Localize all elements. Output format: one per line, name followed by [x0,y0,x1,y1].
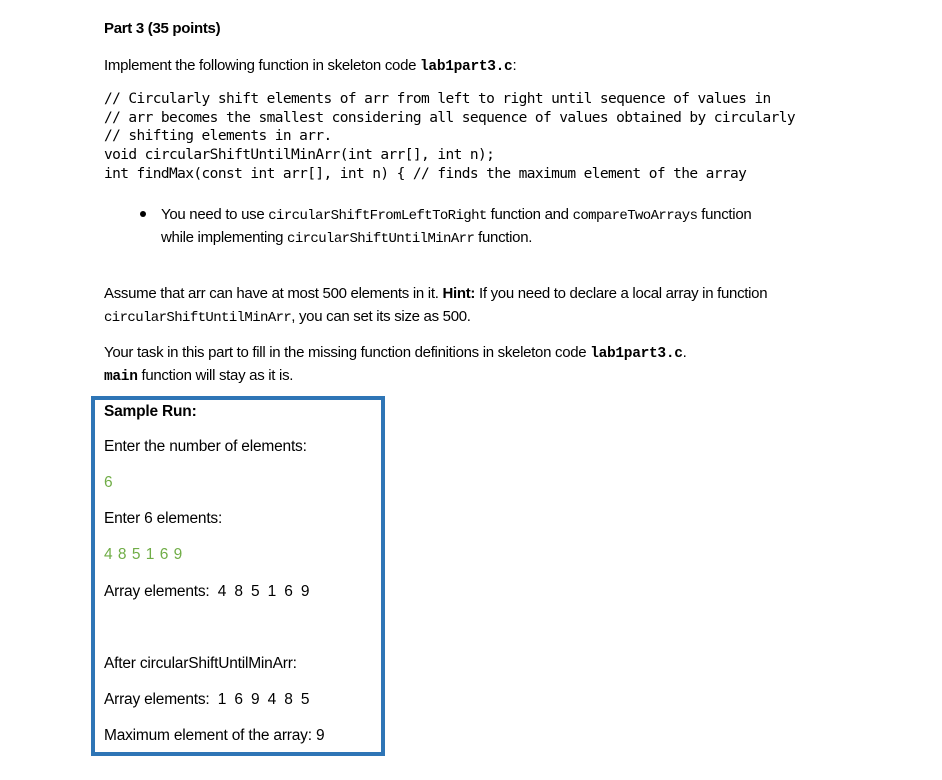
intro-paragraph [104,57,516,75]
function-name: compareTwoArrays [572,208,698,224]
run-output-line: Enter 6 elements: [104,510,223,527]
code-line: int findMax(const int arr[], int n) { // finds the maximum element of the array [104,166,747,182]
bullet-text: You need to use [161,206,269,223]
code-line: void circularShiftUntilMinArr(int arr[], int n); [104,147,495,163]
bullet-icon [140,211,146,217]
task-text: function will stay as it is. [137,367,294,384]
code-line: // Circularly shift elements of arr from left to right until sequence of values in [104,91,771,107]
sample-run-title: Sample Run: [104,403,197,420]
run-output-line: After circularShiftUntilMinArr: [104,655,297,672]
function-name: circularShiftFromLeftToRight [268,208,487,224]
bullet-line-1 [161,206,751,224]
keyword-main: main [104,369,138,385]
run-output-line: Array elements: 4 8 5 1 6 9 [104,583,310,600]
code-line: // arr becomes the smallest considering all sequence of values obtained by circularly [104,110,796,126]
task-text: Your task in this part to fill in the missing function definitions in skeleton code [104,344,591,361]
bullet-text: function [697,206,752,223]
task-line-1 [104,344,687,362]
assume-line-2 [104,308,471,326]
task-line-2 [104,367,293,385]
assume-line-1 [104,285,767,302]
hint-label: Hint: [442,285,476,302]
code-line: // shifting elements in arr. [104,128,332,144]
assume-text: If you need to declare a local array in function [475,285,768,302]
bullet-text: while implementing [161,229,288,246]
assume-text: Assume that arr can have at most 500 elements in it. [104,285,443,302]
function-name: circularShiftUntilMinArr [287,231,475,247]
run-output-line: Enter the number of elements: [104,438,307,455]
task-text: . [682,344,687,361]
filename: lab1part3.c [590,346,683,362]
run-output-line: Maximum element of the array: 9 [104,727,325,744]
run-output-line: Array elements: 1 6 9 4 8 5 [104,691,310,708]
run-input-line: 4 8 5 1 6 9 [104,546,183,563]
bullet-text: function. [474,229,533,246]
function-name: circularShiftUntilMinArr [104,310,292,326]
assume-text: , you can set its size as 500. [291,308,471,325]
intro-text: Implement the following function in skeleton code [104,57,421,74]
run-input-line: 6 [104,474,113,491]
bullet-text: function and [486,206,573,223]
filename: lab1part3.c [420,59,513,75]
bullet-line-2 [161,229,532,247]
intro-suffix: : [512,57,517,74]
section-heading: Part 3 (35 points) [104,20,221,37]
